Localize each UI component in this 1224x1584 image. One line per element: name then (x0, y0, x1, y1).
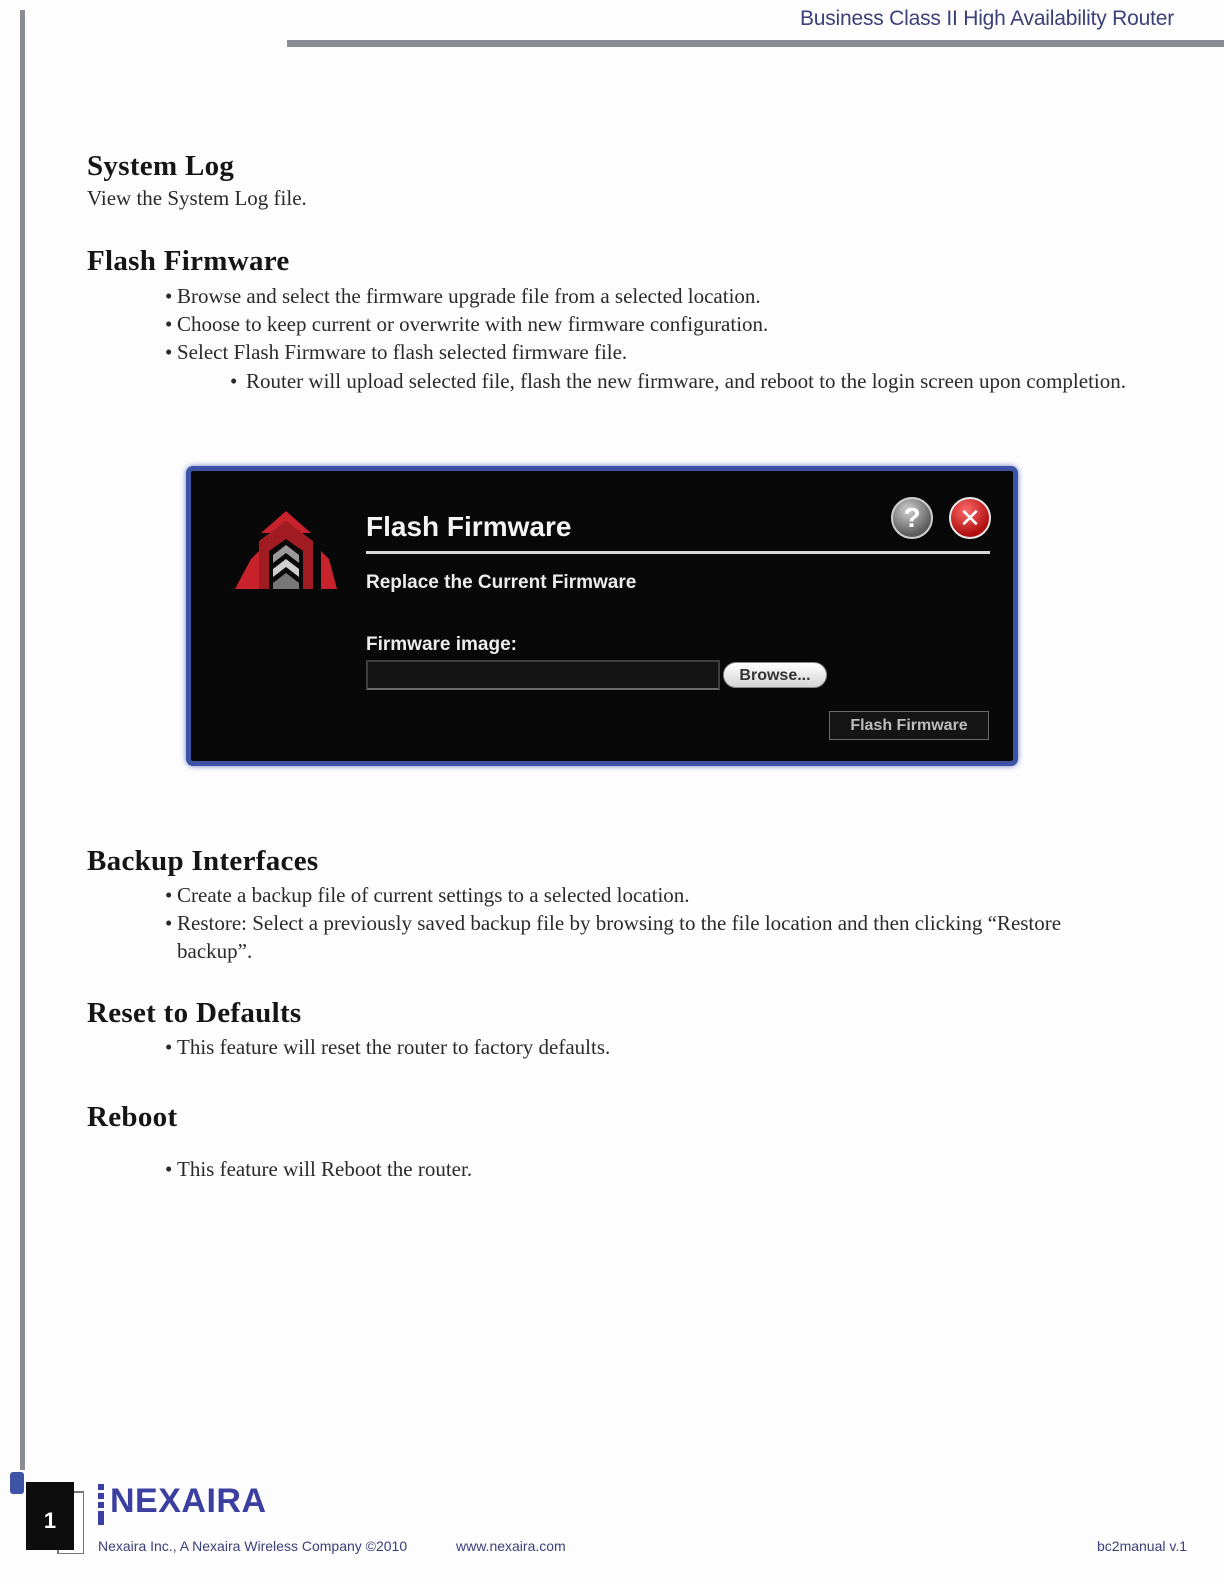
flash-firmware-button[interactable]: Flash Firmware (829, 711, 989, 740)
left-margin-rule (20, 10, 25, 1470)
heading-flash-firmware: Flash Firmware (87, 245, 290, 277)
browse-button[interactable]: Browse... (723, 662, 827, 688)
document-header-title: Business Class II High Availability Router (799, 7, 1174, 30)
dialog-subtitle: Replace the Current Firmware (366, 572, 637, 593)
footer-company: Nexaira Inc., A Nexaira Wireless Company ©2010 (98, 1538, 408, 1554)
system-log-text: View the System Log file. (87, 186, 307, 210)
list-item: • Browse and select the firmware upgrade file from a selected location. (165, 284, 761, 308)
firmware-image-input[interactable] (366, 660, 720, 690)
firmware-image-label: Firmware image: (366, 634, 517, 655)
list-item: • This feature will Reboot the router. (165, 1157, 473, 1181)
page-number-tab (8, 1470, 84, 1554)
heading-reboot: Reboot (87, 1101, 178, 1133)
flash-firmware-dialog (186, 466, 1018, 766)
list-item: • This feature will reset the router to factory defaults. (165, 1035, 611, 1059)
dialog-title-rule (366, 551, 990, 554)
list-item: • Choose to keep current or overwrite with new firmware configuration. (165, 312, 769, 336)
nexaira-logo-icon (231, 511, 341, 591)
page-number: 1 (43, 1508, 57, 1533)
list-item-sub: • Router will upload selected file, flash the new firmware, and reboot to the login screen upon completion. (230, 369, 1126, 393)
header-rule (287, 40, 1224, 47)
nexaira-brand-mark-icon (98, 1484, 108, 1526)
dialog-title: Flash Firmware (366, 511, 572, 542)
footer-brand-logo: NEXAIRA (110, 1482, 267, 1520)
heading-backup-interfaces: Backup Interfaces (87, 845, 319, 877)
heading-system-log: System Log (87, 150, 235, 182)
list-item: • Restore: Select a previously saved backup file by browsing to the file location and then clicking “Restore backup”. (165, 911, 1062, 963)
heading-reset-defaults: Reset to Defaults (87, 997, 302, 1029)
help-icon[interactable]: ? (891, 497, 933, 539)
footer-version: bc2manual v.1 (1097, 1538, 1188, 1554)
list-item: • Create a backup file of current settings to a selected location. (165, 883, 690, 907)
list-item: • Select Flash Firmware to flash selected firmware file. (165, 340, 628, 364)
footer-website[interactable]: www.nexaira.com (456, 1538, 566, 1554)
close-icon[interactable]: ✕ (949, 497, 991, 539)
